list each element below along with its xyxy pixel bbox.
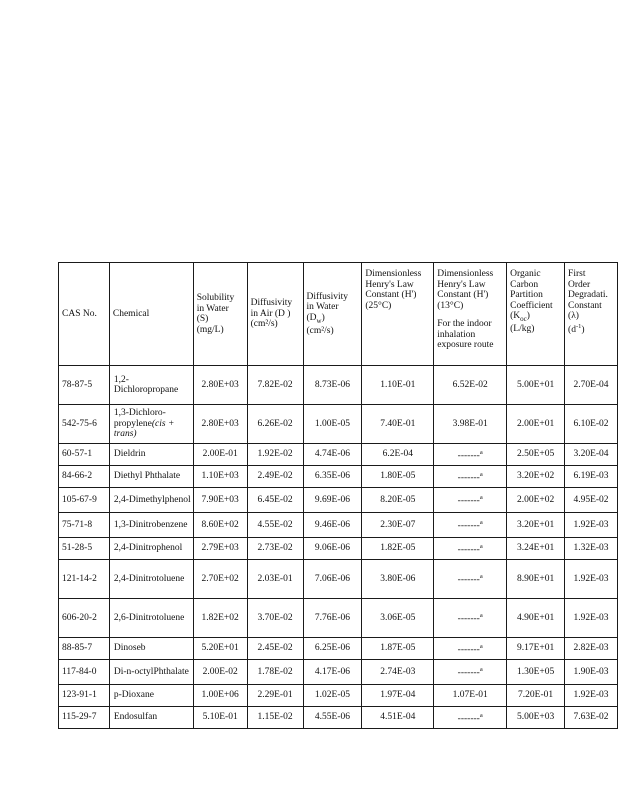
henry13-cell bbox=[434, 366, 507, 405]
cell-value: 1.92E-03 bbox=[573, 612, 609, 623]
cas-number-cell: 123-91-1 bbox=[59, 685, 110, 707]
chemical-properties-table bbox=[58, 262, 618, 729]
cell-value: 2.03E-01 bbox=[257, 573, 293, 584]
chemical-name-cell bbox=[109, 707, 193, 729]
diff-air-cell bbox=[247, 405, 303, 444]
henry13-cell bbox=[434, 444, 507, 466]
cell-value: 6.10E-02 bbox=[573, 418, 609, 429]
cell-value: 1.92E-02 bbox=[257, 449, 293, 460]
cas-number-cell: 606-20-2 bbox=[59, 599, 110, 638]
decay-cell bbox=[565, 685, 618, 707]
cell-value: 3.06E-05 bbox=[380, 612, 416, 623]
cas-number-cell: 542-75-6 bbox=[59, 405, 110, 444]
chemical-name-line: p-Dioxane bbox=[113, 690, 154, 701]
cas-number-cell: 78-87-5 bbox=[59, 366, 110, 405]
cell-value: 2.82E-03 bbox=[573, 643, 609, 654]
footnote-marker: a bbox=[479, 573, 483, 581]
henry-13c-note: For the indoor inhalation exposure route bbox=[437, 319, 494, 350]
cell-value: 2.70E-04 bbox=[573, 379, 609, 390]
cell-value: 3.80E-06 bbox=[380, 573, 416, 584]
diff-water-cell bbox=[303, 488, 362, 513]
chemical-name-line: 2,4- bbox=[113, 494, 129, 505]
footnote-marker: a bbox=[479, 470, 483, 478]
header-decay-constant: First Order Degradati. Constant (λ) $(d^{-1})$ bbox=[565, 263, 618, 366]
table-row bbox=[59, 707, 618, 729]
cell-value: 6.52E-02 bbox=[452, 379, 488, 390]
footnote-marker: a bbox=[479, 542, 483, 550]
cell-value: 2.49E-02 bbox=[257, 471, 293, 482]
decay-cell bbox=[565, 366, 618, 405]
cell-value: 2.00E-02 bbox=[202, 666, 238, 677]
diff-air-cell bbox=[247, 466, 303, 488]
cell-value: ------- bbox=[457, 668, 480, 679]
henry13-cell bbox=[434, 405, 507, 444]
table-header bbox=[59, 263, 618, 366]
decay-cell bbox=[565, 488, 618, 513]
cell-value: ------- bbox=[457, 496, 480, 507]
table-row bbox=[59, 488, 618, 513]
cell-value: 7.63E-02 bbox=[573, 712, 609, 723]
header-chemical: Chemical bbox=[109, 263, 193, 366]
header-henry-13c: Dimensionless Henry's Law Constant (H') (13°C) For the indoor inhalation exposure route bbox=[434, 263, 507, 366]
table-row bbox=[59, 513, 618, 538]
chemical-name-cell bbox=[109, 444, 193, 466]
header-henry-25c: Dimensionless Henry's Law Constant (H') (25°C) bbox=[362, 263, 434, 366]
henry13-cell bbox=[434, 560, 507, 599]
cell-value: ------- bbox=[457, 713, 480, 724]
cell-value: 7.20E-01 bbox=[518, 690, 554, 701]
header-diffusivity-air: Diffusivity in Air (D ) (cm²/s) bbox=[247, 263, 303, 366]
cell-value: 1.32E-03 bbox=[573, 543, 609, 554]
table-row bbox=[59, 366, 618, 405]
henry13-cell bbox=[434, 538, 507, 560]
decay-cell bbox=[565, 444, 618, 466]
cell-value: 3.98E-01 bbox=[452, 418, 488, 429]
koc-cell bbox=[507, 660, 565, 685]
cas-number-cell: 84-66-2 bbox=[59, 466, 110, 488]
diff-water-cell bbox=[303, 660, 362, 685]
cell-value: 1.92E-03 bbox=[573, 519, 609, 530]
solubility-cell bbox=[193, 405, 247, 444]
diff-water-cell bbox=[303, 466, 362, 488]
header-koc: Organic Carbon Partition Coefficient $(K_{oc})$ (L/kg) bbox=[507, 263, 565, 366]
solubility-cell bbox=[193, 488, 247, 513]
cell-value: 3.70E-02 bbox=[257, 612, 293, 623]
koc-cell bbox=[507, 366, 565, 405]
cell-value: 2.73E-02 bbox=[257, 543, 293, 554]
cell-value: 2.30E-07 bbox=[380, 519, 416, 530]
cell-value: 8.90E+01 bbox=[516, 573, 555, 584]
cell-value: 6.26E-02 bbox=[257, 418, 293, 429]
table-row bbox=[59, 560, 618, 599]
cas-number-cell: 117-84-0 bbox=[59, 660, 110, 685]
cell-value: 5.00E+01 bbox=[516, 379, 555, 390]
cell-value: 7.40E-01 bbox=[380, 418, 416, 429]
decay-cell bbox=[565, 538, 618, 560]
cell-value: 7.06E-06 bbox=[314, 573, 350, 584]
henry25-cell bbox=[362, 685, 434, 707]
chemical-name-cell bbox=[109, 599, 193, 638]
chemical-name-line: Dinoseb bbox=[113, 643, 146, 654]
henry25-cell bbox=[362, 538, 434, 560]
cell-value: 8.60E+02 bbox=[201, 519, 239, 530]
table-row bbox=[59, 466, 618, 488]
table-row bbox=[59, 444, 618, 466]
henry25-cell bbox=[362, 560, 434, 599]
cell-value: ------- bbox=[457, 521, 480, 532]
footnote-marker: a bbox=[479, 642, 483, 650]
header-diffusivity-water: Diffusivity in Water $(D_w)$ (cm²/s) bbox=[303, 263, 362, 366]
cell-value: 5.00E+03 bbox=[516, 712, 555, 723]
chemical-name-line: Dimethylphenol bbox=[128, 494, 191, 505]
cell-value: ------- bbox=[457, 544, 480, 555]
henry13-cell bbox=[434, 488, 507, 513]
solubility-cell bbox=[193, 660, 247, 685]
solubility-cell bbox=[193, 444, 247, 466]
cell-value: 1.00E+06 bbox=[201, 690, 239, 701]
cell-value: 1.02E-05 bbox=[314, 690, 350, 701]
chemical-name-line: 2,4-Dinitrophenol bbox=[113, 543, 183, 554]
diff-air-cell bbox=[247, 513, 303, 538]
chemical-name-cell bbox=[109, 685, 193, 707]
table-body bbox=[59, 366, 618, 729]
cas-number-cell: 105-67-9 bbox=[59, 488, 110, 513]
chemical-name-cell bbox=[109, 538, 193, 560]
henry25-cell bbox=[362, 599, 434, 638]
decay-cell bbox=[565, 466, 618, 488]
koc-cell bbox=[507, 560, 565, 599]
chemical-name-line: Di-n-octyl bbox=[113, 666, 154, 677]
cell-value: 1.82E+02 bbox=[201, 612, 239, 623]
footnote-marker: a bbox=[479, 519, 483, 527]
henry13-cell bbox=[434, 638, 507, 660]
cell-value: 2.80E+03 bbox=[201, 379, 239, 390]
table-row bbox=[59, 638, 618, 660]
decay-cell bbox=[565, 599, 618, 638]
chemical-name-line: 1,3-Dichloro- bbox=[113, 408, 166, 419]
solubility-cell bbox=[193, 685, 247, 707]
diff-water-cell bbox=[303, 599, 362, 638]
chemical-name-line: Dinitrotoluene bbox=[128, 573, 185, 584]
koc-cell bbox=[507, 405, 565, 444]
chemical-name-cell bbox=[109, 513, 193, 538]
cell-value: 3.24E+01 bbox=[516, 543, 555, 554]
cell-value: 1.30E+05 bbox=[516, 666, 555, 677]
cell-value: 1.07E-01 bbox=[452, 690, 488, 701]
chemical-name-line: Dinitrotoluene bbox=[128, 612, 185, 623]
chemical-name-line: Dichloropropane bbox=[113, 385, 179, 395]
solubility-cell bbox=[193, 638, 247, 660]
cell-value: 1.10E-01 bbox=[380, 379, 416, 390]
cell-value: 2.80E+03 bbox=[201, 418, 239, 429]
decay-cell bbox=[565, 560, 618, 599]
cell-value: 5.10E-01 bbox=[202, 712, 238, 723]
henry25-cell bbox=[362, 638, 434, 660]
diff-water-cell bbox=[303, 560, 362, 599]
footnote-marker: a bbox=[479, 448, 483, 456]
cell-value: 7.76E-06 bbox=[314, 612, 350, 623]
decay-cell bbox=[565, 707, 618, 729]
koc-cell bbox=[507, 638, 565, 660]
chemical-name-line: Endosulfan bbox=[113, 712, 158, 723]
henry25-cell bbox=[362, 366, 434, 405]
cell-value: ------- bbox=[457, 614, 480, 625]
decay-cell bbox=[565, 660, 618, 685]
cell-value: 4.55E-06 bbox=[314, 712, 350, 723]
diff-water-cell bbox=[303, 538, 362, 560]
diff-air-cell bbox=[247, 488, 303, 513]
cell-value: 5.20E+01 bbox=[201, 643, 239, 654]
cell-value: 2.50E+05 bbox=[516, 449, 555, 460]
cell-value: 3.20E-04 bbox=[573, 449, 609, 460]
decay-cell bbox=[565, 513, 618, 538]
henry13-cell bbox=[434, 707, 507, 729]
cell-value: 9.06E-06 bbox=[314, 543, 350, 554]
cell-value: 2.00E-01 bbox=[202, 449, 238, 460]
chemical-name-cell bbox=[109, 560, 193, 599]
footnote-marker: a bbox=[479, 612, 483, 620]
cell-value: 6.45E-02 bbox=[257, 494, 293, 505]
cell-value: 9.69E-06 bbox=[314, 494, 350, 505]
cell-value: 8.20E-05 bbox=[380, 494, 416, 505]
diff-water-cell bbox=[303, 513, 362, 538]
table-row bbox=[59, 660, 618, 685]
chemical-name-line: 1,2- bbox=[113, 374, 129, 385]
diff-air-cell bbox=[247, 707, 303, 729]
cell-value: 1.92E-03 bbox=[573, 573, 609, 584]
cell-value: ------- bbox=[457, 575, 480, 586]
footnote-marker: a bbox=[479, 666, 483, 674]
cell-value: 6.19E-03 bbox=[573, 471, 609, 482]
henry13-cell bbox=[434, 466, 507, 488]
henry25-cell bbox=[362, 707, 434, 729]
cas-number-cell: 51-28-5 bbox=[59, 538, 110, 560]
header-row bbox=[59, 263, 618, 366]
cell-value: ------- bbox=[457, 644, 480, 655]
decay-cell bbox=[565, 405, 618, 444]
chemical-name-cell bbox=[109, 638, 193, 660]
chemical-name-cell bbox=[109, 488, 193, 513]
table-row bbox=[59, 405, 618, 444]
chemical-name-line: 2,6- bbox=[113, 612, 129, 623]
cas-number-cell: 88-85-7 bbox=[59, 638, 110, 660]
cell-value: 1.92E-03 bbox=[573, 690, 609, 701]
cell-value: 4.55E-02 bbox=[257, 519, 293, 530]
cell-value: 2.00E+01 bbox=[516, 418, 555, 429]
henry25-cell bbox=[362, 513, 434, 538]
diff-water-cell bbox=[303, 638, 362, 660]
henry13-cell bbox=[434, 685, 507, 707]
diff-air-cell bbox=[247, 685, 303, 707]
cell-value: 1.00E-05 bbox=[314, 418, 350, 429]
diff-water-cell bbox=[303, 405, 362, 444]
henry13-cell bbox=[434, 599, 507, 638]
koc-cell bbox=[507, 685, 565, 707]
cell-value: ------- bbox=[457, 472, 480, 483]
diff-water-cell bbox=[303, 366, 362, 405]
koc-cell bbox=[507, 599, 565, 638]
chemical-name-line: (cis + trans) bbox=[113, 418, 175, 440]
cell-value: 1.78E-02 bbox=[257, 666, 293, 677]
footnote-marker: a bbox=[479, 494, 483, 502]
cell-value: 1.10E+03 bbox=[201, 471, 239, 482]
chemical-name-cell bbox=[109, 466, 193, 488]
cell-value: 1.82E-05 bbox=[380, 543, 416, 554]
diff-air-cell bbox=[247, 638, 303, 660]
cell-value: 4.90E+01 bbox=[516, 612, 555, 623]
henry25-cell bbox=[362, 660, 434, 685]
decay-cell bbox=[565, 638, 618, 660]
diff-air-cell bbox=[247, 538, 303, 560]
solubility-cell bbox=[193, 366, 247, 405]
cell-value: 2.00E+02 bbox=[516, 494, 555, 505]
diff-air-cell bbox=[247, 444, 303, 466]
cell-value: 3.20E+02 bbox=[516, 471, 555, 482]
header-solubility: Solubility in Water (S) (mg/L) bbox=[193, 263, 247, 366]
chemical-name-line: 2,4- bbox=[113, 573, 129, 584]
chemical-name-line: propylene bbox=[113, 418, 152, 429]
chemical-name-line: Diethyl Phthalate bbox=[113, 471, 181, 482]
diff-air-cell bbox=[247, 599, 303, 638]
chemical-name-line: Phthalate bbox=[153, 666, 189, 677]
cell-value: 6.2E-04 bbox=[382, 449, 413, 460]
cell-value: 4.95E-02 bbox=[573, 494, 609, 505]
header-cas: CAS No. bbox=[59, 263, 110, 366]
koc-cell bbox=[507, 466, 565, 488]
cell-value: 1.80E-05 bbox=[380, 471, 416, 482]
koc-cell bbox=[507, 538, 565, 560]
diff-air-cell bbox=[247, 366, 303, 405]
cell-value: 2.29E-01 bbox=[257, 690, 293, 701]
cell-value: 4.51E-04 bbox=[380, 712, 416, 723]
table-row bbox=[59, 538, 618, 560]
henry13-cell bbox=[434, 513, 507, 538]
cell-value: 8.73E-06 bbox=[314, 379, 350, 390]
cell-value: 1.15E-02 bbox=[257, 712, 293, 723]
solubility-cell bbox=[193, 538, 247, 560]
diff-water-cell bbox=[303, 685, 362, 707]
cell-value: 7.82E-02 bbox=[257, 379, 293, 390]
koc-cell bbox=[507, 513, 565, 538]
koc-cell bbox=[507, 444, 565, 466]
henry25-cell bbox=[362, 488, 434, 513]
table-row bbox=[59, 599, 618, 638]
solubility-cell bbox=[193, 599, 247, 638]
cell-value: 9.46E-06 bbox=[314, 519, 350, 530]
chemical-name-line: Dieldrin bbox=[113, 449, 146, 460]
chemical-name-line: Dinitrobenzene bbox=[128, 519, 188, 530]
cell-value: 2.74E-03 bbox=[380, 666, 416, 677]
henry25-cell bbox=[362, 444, 434, 466]
cell-value: 3.20E+01 bbox=[516, 519, 555, 530]
cell-value: ------- bbox=[457, 450, 480, 461]
solubility-cell bbox=[193, 560, 247, 599]
cell-value: 1.87E-05 bbox=[380, 643, 416, 654]
chemical-name-line: 1,3- bbox=[113, 519, 129, 530]
solubility-cell bbox=[193, 513, 247, 538]
cell-value: 2.45E-02 bbox=[257, 643, 293, 654]
cell-value: 7.90E+03 bbox=[201, 494, 239, 505]
cell-value: 4.17E-06 bbox=[314, 666, 350, 677]
table-row bbox=[59, 685, 618, 707]
chemical-name-cell bbox=[109, 366, 193, 405]
solubility-cell bbox=[193, 707, 247, 729]
henry25-cell bbox=[362, 405, 434, 444]
cell-value: 2.70E+02 bbox=[201, 573, 239, 584]
footnote-marker: a bbox=[479, 711, 483, 719]
cell-value: 1.97E-04 bbox=[380, 690, 416, 701]
chemical-name-cell bbox=[109, 405, 193, 444]
diff-water-cell bbox=[303, 444, 362, 466]
henry13-cell bbox=[434, 660, 507, 685]
cell-value: 4.74E-06 bbox=[314, 449, 350, 460]
henry25-cell bbox=[362, 466, 434, 488]
diff-air-cell bbox=[247, 560, 303, 599]
cell-value: 1.90E-03 bbox=[573, 666, 609, 677]
cell-value: 6.25E-06 bbox=[314, 643, 350, 654]
cas-number-cell: 60-57-1 bbox=[59, 444, 110, 466]
cell-value: 6.35E-06 bbox=[314, 471, 350, 482]
diff-water-cell bbox=[303, 707, 362, 729]
cell-value: 9.17E+01 bbox=[516, 643, 555, 654]
koc-cell bbox=[507, 707, 565, 729]
cas-number-cell: 75-71-8 bbox=[59, 513, 110, 538]
diff-air-cell bbox=[247, 660, 303, 685]
chemical-name-cell bbox=[109, 660, 193, 685]
cell-value: 2.79E+03 bbox=[201, 543, 239, 554]
koc-cell bbox=[507, 488, 565, 513]
cas-number-cell: 121-14-2 bbox=[59, 560, 110, 599]
cas-number-cell: 115-29-7 bbox=[59, 707, 110, 729]
solubility-cell bbox=[193, 466, 247, 488]
